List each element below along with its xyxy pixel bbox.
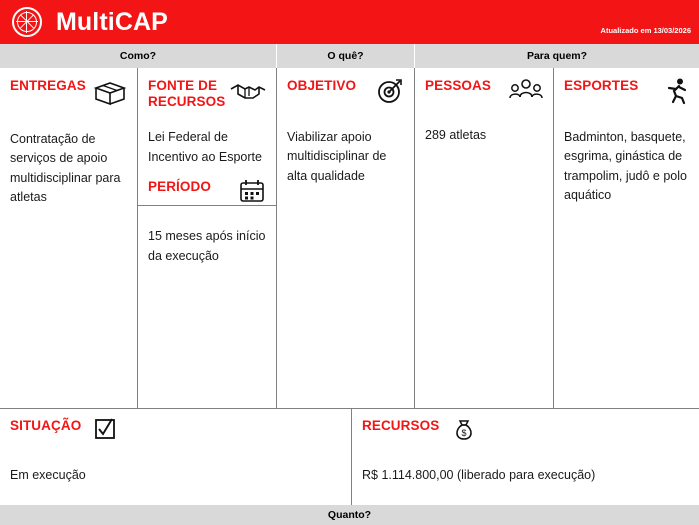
cell-body-objetivo: Viabilizar apoio multidisciplinar de alta qualidade — [287, 130, 387, 183]
open-box-icon — [93, 77, 127, 112]
cell-title-entregas: ENTREGAS — [10, 78, 86, 93]
svg-text:$: $ — [461, 428, 467, 438]
cell-fonte-recursos — [138, 68, 276, 167]
cell-situacao — [0, 409, 352, 505]
column-fonte-periodo — [138, 68, 277, 408]
cell-objetivo — [277, 68, 414, 186]
band-label-como: Como? — [0, 44, 277, 68]
cell-title-objetivo: OBJETIVO — [287, 78, 357, 93]
cell-title-pessoas: PESSOAS — [425, 78, 491, 93]
running-athlete-icon — [663, 77, 689, 110]
column-esportes — [554, 68, 699, 408]
cell-title-recursos: RECURSOS — [362, 418, 440, 433]
cell-body-esportes: Badminton, basquete, esgrima, ginástica de trampolim, judô e polo aquático — [564, 130, 687, 203]
cell-body-recursos: R$ 1.114.800,00 (liberado para execução) — [362, 468, 596, 482]
money-bag-icon — [451, 417, 477, 446]
band-label-para-quem: Para quem? — [415, 44, 699, 68]
checkbox-checked-icon — [93, 417, 117, 446]
cell-esportes — [554, 68, 699, 206]
app-header — [0, 0, 699, 44]
calendar-icon — [238, 178, 266, 209]
cell-title-fonte-recursos: FONTE DE RECURSOS — [148, 78, 226, 110]
target-icon — [376, 77, 404, 110]
cell-title-esportes: ESPORTES — [564, 78, 639, 93]
bottom-row — [0, 408, 699, 505]
canvas-grid — [0, 68, 699, 408]
cell-title-periodo: PERÍODO — [148, 179, 211, 195]
app-title: MultiCAP — [56, 7, 168, 36]
cell-recursos — [352, 409, 699, 505]
cell-periodo — [138, 167, 276, 266]
cell-body-entregas: Contratação de serviços de apoio multidisciplinar para atletas — [10, 132, 121, 205]
handshake-icon — [229, 77, 267, 110]
cell-title-situacao: SITUAÇÃO — [10, 418, 82, 433]
cell-body-pessoas: 289 atletas — [425, 128, 487, 142]
cell-body-situacao: Em execução — [10, 468, 86, 482]
cell-pessoas — [415, 68, 553, 145]
band-label-oque: O quê? — [277, 44, 415, 68]
circular-seal-logo-icon — [12, 7, 42, 37]
column-entregas — [0, 68, 138, 408]
footer-band-quanto: Quanto? — [0, 505, 699, 525]
column-pessoas — [415, 68, 554, 408]
column-header-band — [0, 44, 699, 68]
cell-body-fonte-recursos: Lei Federal de Incentivo ao Esporte — [148, 130, 262, 164]
cell-body-periodo: 15 meses após início da execução — [148, 229, 266, 263]
cell-entregas — [0, 68, 137, 208]
last-updated-label: Atualizado em 13/03/2026 — [600, 26, 691, 35]
column-objetivo — [277, 68, 415, 408]
people-group-icon — [509, 77, 543, 108]
